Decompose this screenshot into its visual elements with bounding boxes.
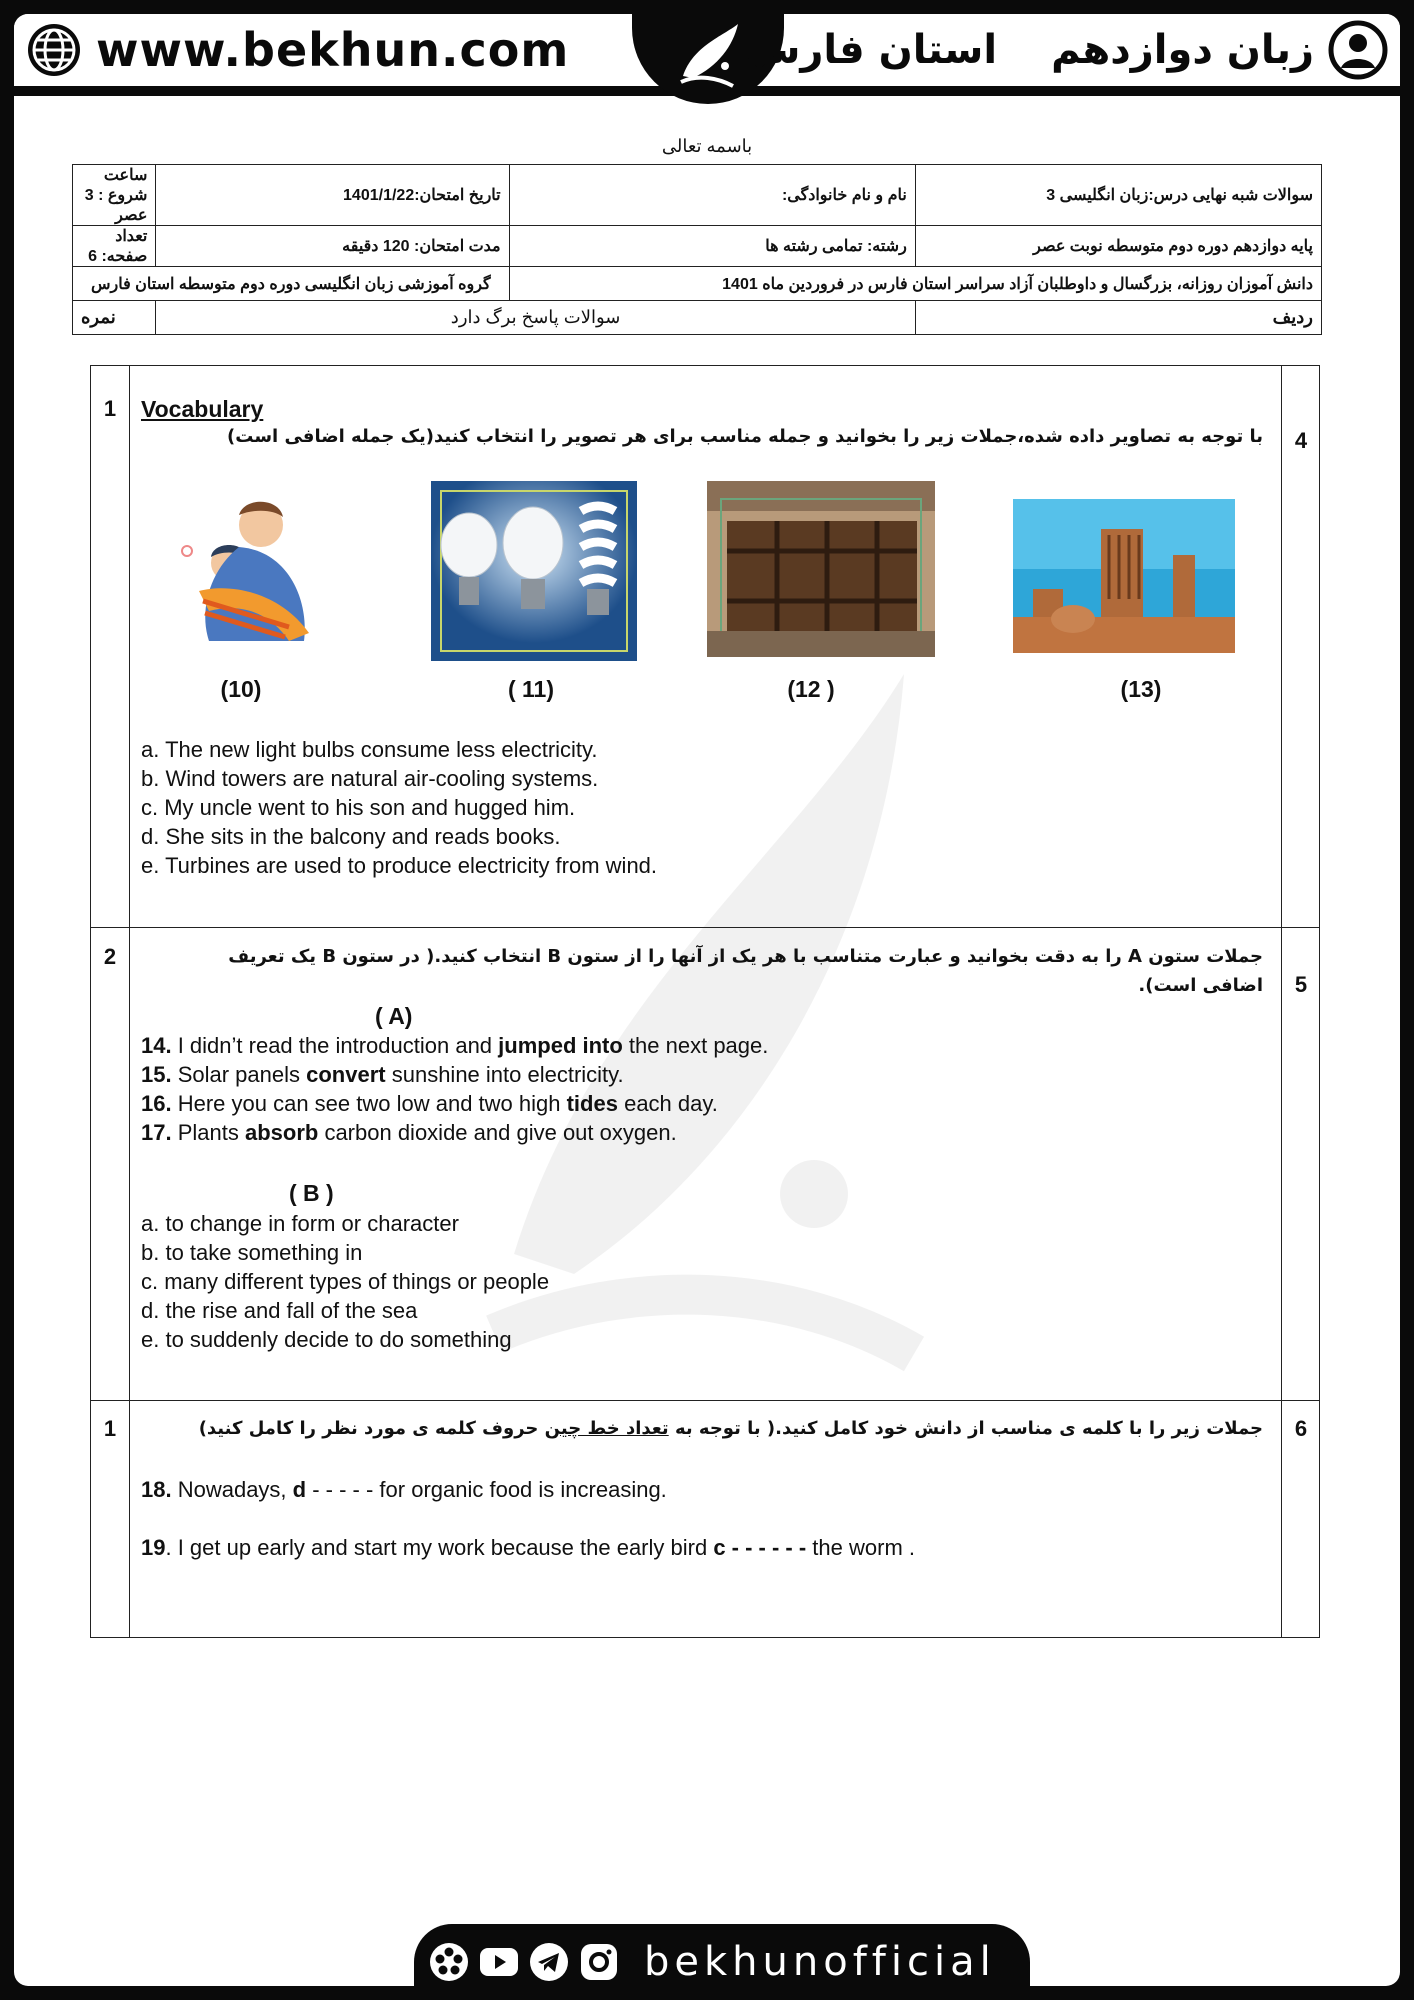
picture-label-11: ( 11) bbox=[507, 676, 555, 702]
sentence-b: b. Wind towers are natural air-cooling systems. bbox=[141, 766, 599, 791]
sentence-c: c. My uncle went to his son and hugged him. bbox=[141, 795, 576, 820]
column-a-title: ( A) bbox=[375, 1003, 413, 1029]
sentence-e: e. Turbines are used to produce electricity from wind. bbox=[141, 853, 658, 878]
instagram-icon[interactable] bbox=[578, 1941, 620, 1983]
user-circle-icon bbox=[1328, 20, 1388, 80]
bismillah: باسمه تعالی bbox=[661, 136, 753, 156]
course-cell: سوالات شبه نهایی درس:زبان انگلیسی 3 bbox=[915, 165, 1321, 226]
item-17: 17. Plants absorb carbon dioxide and give out oxygen. bbox=[141, 1120, 677, 1145]
picture-label-10: (10) bbox=[220, 676, 262, 702]
picture-balcony bbox=[707, 481, 935, 657]
picture-label-12: (12 ) bbox=[787, 676, 835, 702]
score-q6: 1 bbox=[103, 1416, 117, 1441]
nomre-header: نمره bbox=[73, 301, 156, 335]
globe-icon bbox=[26, 22, 82, 78]
q4-instruction: با توجه به تصاویر داده شده،جملات زیر را بخوانید و جمله مناسب برای هر تصویر را انتخاب کنید(یک جمله اضافی است) bbox=[227, 426, 1263, 447]
sentence-a: a. The new light bulbs consume less electricity. bbox=[141, 737, 598, 762]
vocabulary-heading: Vocabulary bbox=[141, 396, 264, 422]
radif-header: ردیف bbox=[915, 301, 1321, 335]
q5-instruction-line1: جملات ستون A را به دقت بخوانید و عبارت متناسب با هر یک از آنها را از ستون B انتخاب کنید.( در ستون B یک تعریف bbox=[228, 946, 1263, 967]
start-time: ساعت شروع : 3 عصر bbox=[73, 165, 156, 226]
question-number-4: 4 bbox=[1294, 428, 1308, 453]
item-15: 15. Solar panels convert sunshine into electricity. bbox=[141, 1062, 624, 1087]
exam-header-table bbox=[72, 164, 1322, 335]
province-title: استان فارس bbox=[745, 27, 998, 73]
item-19: 19. I get up early and start my work because the early bird c - - - - - - the worm . bbox=[141, 1535, 915, 1560]
definition-a: a. to change in form or character bbox=[141, 1211, 459, 1236]
q5-instruction-line2: اضافی است). bbox=[1138, 975, 1263, 996]
film-reel-icon[interactable] bbox=[428, 1941, 470, 1983]
definition-e: e. to suddenly decide to do something bbox=[141, 1327, 512, 1352]
social-footer bbox=[414, 1924, 1030, 1986]
definition-d: d. the rise and fall of the sea bbox=[141, 1298, 418, 1323]
definition-c: c. many different types of things or people bbox=[141, 1269, 550, 1294]
item-14: 14. I didn’t read the introduction and jumped into the next page. bbox=[141, 1033, 769, 1058]
score-q4: 1 bbox=[103, 396, 117, 421]
group-cell: گروه آموزشی زبان انگلیسی دوره دوم متوسطه استان فارس bbox=[73, 267, 510, 301]
students-cell: دانش آموزان روزانه، بزرگسال و داوطلبان آزاد سراسر استان فارس در فروردین ماه 1401 bbox=[509, 267, 1321, 301]
website-link[interactable] bbox=[26, 22, 569, 78]
website-url: www.bekhun.com bbox=[96, 23, 570, 77]
youtube-icon[interactable] bbox=[478, 1941, 520, 1983]
q6-instruction: جملات زیر را با کلمه ی مناسب از دانش خود کامل کنید.( با توجه به تعداد خط چین حروف کلمه ی مورد نظر را کامل کنید) bbox=[198, 1418, 1263, 1439]
grade-cell: پایه دوازدهم دوره دوم متوسطه نوبت عصر bbox=[915, 226, 1321, 267]
exam-date: تاریخ امتحان:1401/1/22 bbox=[156, 165, 509, 226]
questions-table bbox=[90, 365, 1320, 1638]
social-handle[interactable]: bekhunofficial bbox=[644, 1939, 996, 1985]
exam-page bbox=[14, 14, 1400, 1986]
duration-cell: مدت امتحان: 120 دقیقه bbox=[156, 226, 509, 267]
question-number-6: 6 bbox=[1294, 1416, 1308, 1441]
item-18: 18. Nowadays, d - - - - - for organic food is increasing. bbox=[141, 1477, 667, 1502]
answer-sheet-note: سوالات پاسخ برگ دارد bbox=[156, 301, 915, 335]
picture-light-bulbs bbox=[431, 481, 637, 661]
definition-b: b. to take something in bbox=[141, 1240, 363, 1265]
column-b-title: ( B ) bbox=[289, 1180, 334, 1206]
item-16: 16. Here you can see two low and two high tides each day. bbox=[141, 1091, 718, 1116]
question-number-5: 5 bbox=[1294, 972, 1308, 997]
picture-hug bbox=[169, 491, 327, 651]
score-q5: 2 bbox=[103, 944, 117, 969]
picture-wind-towers bbox=[1013, 499, 1235, 653]
sentence-d: d. She sits in the balcony and reads books. bbox=[141, 824, 561, 849]
student-name-field: نام و نام خانوادگی: bbox=[509, 165, 915, 226]
course-title: زبان دوازدهم bbox=[1051, 27, 1314, 73]
page-count: تعداد صفحه: 6 bbox=[73, 226, 156, 267]
picture-label-13: (13) bbox=[1120, 676, 1162, 702]
top-bar bbox=[14, 14, 1400, 96]
field-cell: رشته: تمامی رشته ها bbox=[509, 226, 915, 267]
page-title bbox=[745, 22, 1388, 78]
telegram-icon[interactable] bbox=[528, 1941, 570, 1983]
